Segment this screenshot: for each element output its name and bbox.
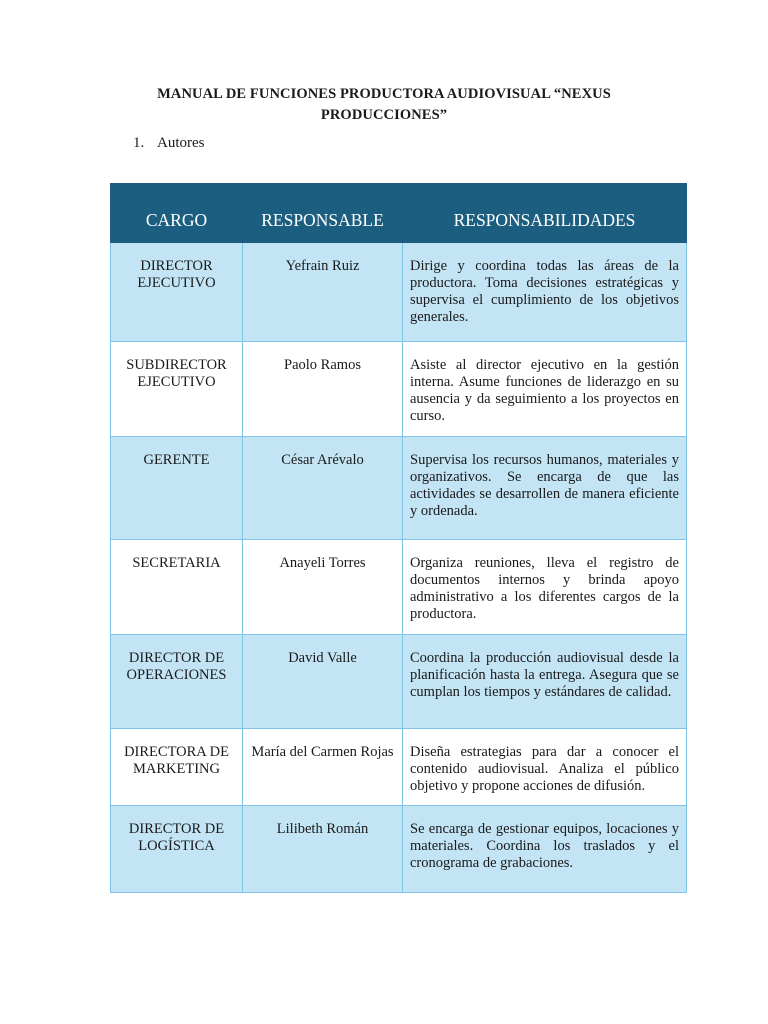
table-row xyxy=(111,806,687,893)
title-line-1: MANUAL DE FUNCIONES PRODUCTORA AUDIOVISUAL “NEXUS xyxy=(157,86,611,102)
responsable-cell: María del Carmen Rojas xyxy=(243,729,403,806)
responsable-cell: Yefrain Ruiz xyxy=(243,243,403,342)
cargo-cell: SUBDIRECTOR EJECUTIVO xyxy=(111,342,243,437)
responsabilidades-cell: Diseña estrategias para dar a conocer el contenido audiovisual. Analiza el público objetivo y propone acciones de difusión. xyxy=(403,729,687,806)
responsabilidades-cell: Coordina la producción audiovisual desde la planificación hasta la entrega. Asegura que se cumplan los tiempos y estándares de calidad. xyxy=(403,635,687,729)
responsable-cell: Paolo Ramos xyxy=(243,342,403,437)
responsable-cell: Anayeli Torres xyxy=(243,540,403,635)
responsabilidades-cell: Organiza reuniones, lleva el registro de documentos internos y brinda apoyo administrativo a los diferentes cargos de la productora. xyxy=(403,540,687,635)
cargo-cell: DIRECTOR EJECUTIVO xyxy=(111,243,243,342)
section-heading xyxy=(133,133,205,153)
section-number: 1. xyxy=(133,135,145,151)
header-responsabilidades: RESPONSABILIDADES xyxy=(403,184,687,243)
title-line-2: PRODUCCIONES” xyxy=(320,107,448,123)
cargo-cell: DIRECTOR DE OPERACIONES xyxy=(111,635,243,729)
responsabilidades-cell: Se encarga de gestionar equipos, locaciones y materiales. Coordina los traslados y el cronograma de grabaciones. xyxy=(403,806,687,893)
header-responsable: RESPONSABLE xyxy=(243,184,403,243)
roles-table xyxy=(110,183,687,893)
responsable-cell: César Arévalo xyxy=(243,437,403,540)
table-row xyxy=(111,540,687,635)
table-header-row xyxy=(111,184,687,243)
section-label: Autores xyxy=(157,135,205,151)
cargo-cell: SECRETARIA xyxy=(111,540,243,635)
header-cargo: CARGO xyxy=(111,184,243,243)
cargo-cell: GERENTE xyxy=(111,437,243,540)
cargo-cell: DIRECTORA DE MARKETING xyxy=(111,729,243,806)
document-title xyxy=(130,84,638,126)
table-row xyxy=(111,437,687,540)
responsable-cell: David Valle xyxy=(243,635,403,729)
responsabilidades-cell: Dirige y coordina todas las áreas de la productora. Toma decisiones estratégicas y supervisa el cumplimiento de los objetivos generales. xyxy=(403,243,687,342)
responsable-cell: Lilibeth Román xyxy=(243,806,403,893)
table-row xyxy=(111,635,687,729)
table-row xyxy=(111,729,687,806)
table-row xyxy=(111,342,687,437)
responsabilidades-cell: Asiste al director ejecutivo en la gestión interna. Asume funciones de liderazgo en su ausencia y da seguimiento a los proyectos en curso. xyxy=(403,342,687,437)
responsabilidades-cell: Supervisa los recursos humanos, materiales y organizativos. Se encarga de que las actividades se desarrollen de manera eficiente y ordenada. xyxy=(403,437,687,540)
table-row xyxy=(111,243,687,342)
cargo-cell: DIRECTOR DE LOGÍSTICA xyxy=(111,806,243,893)
